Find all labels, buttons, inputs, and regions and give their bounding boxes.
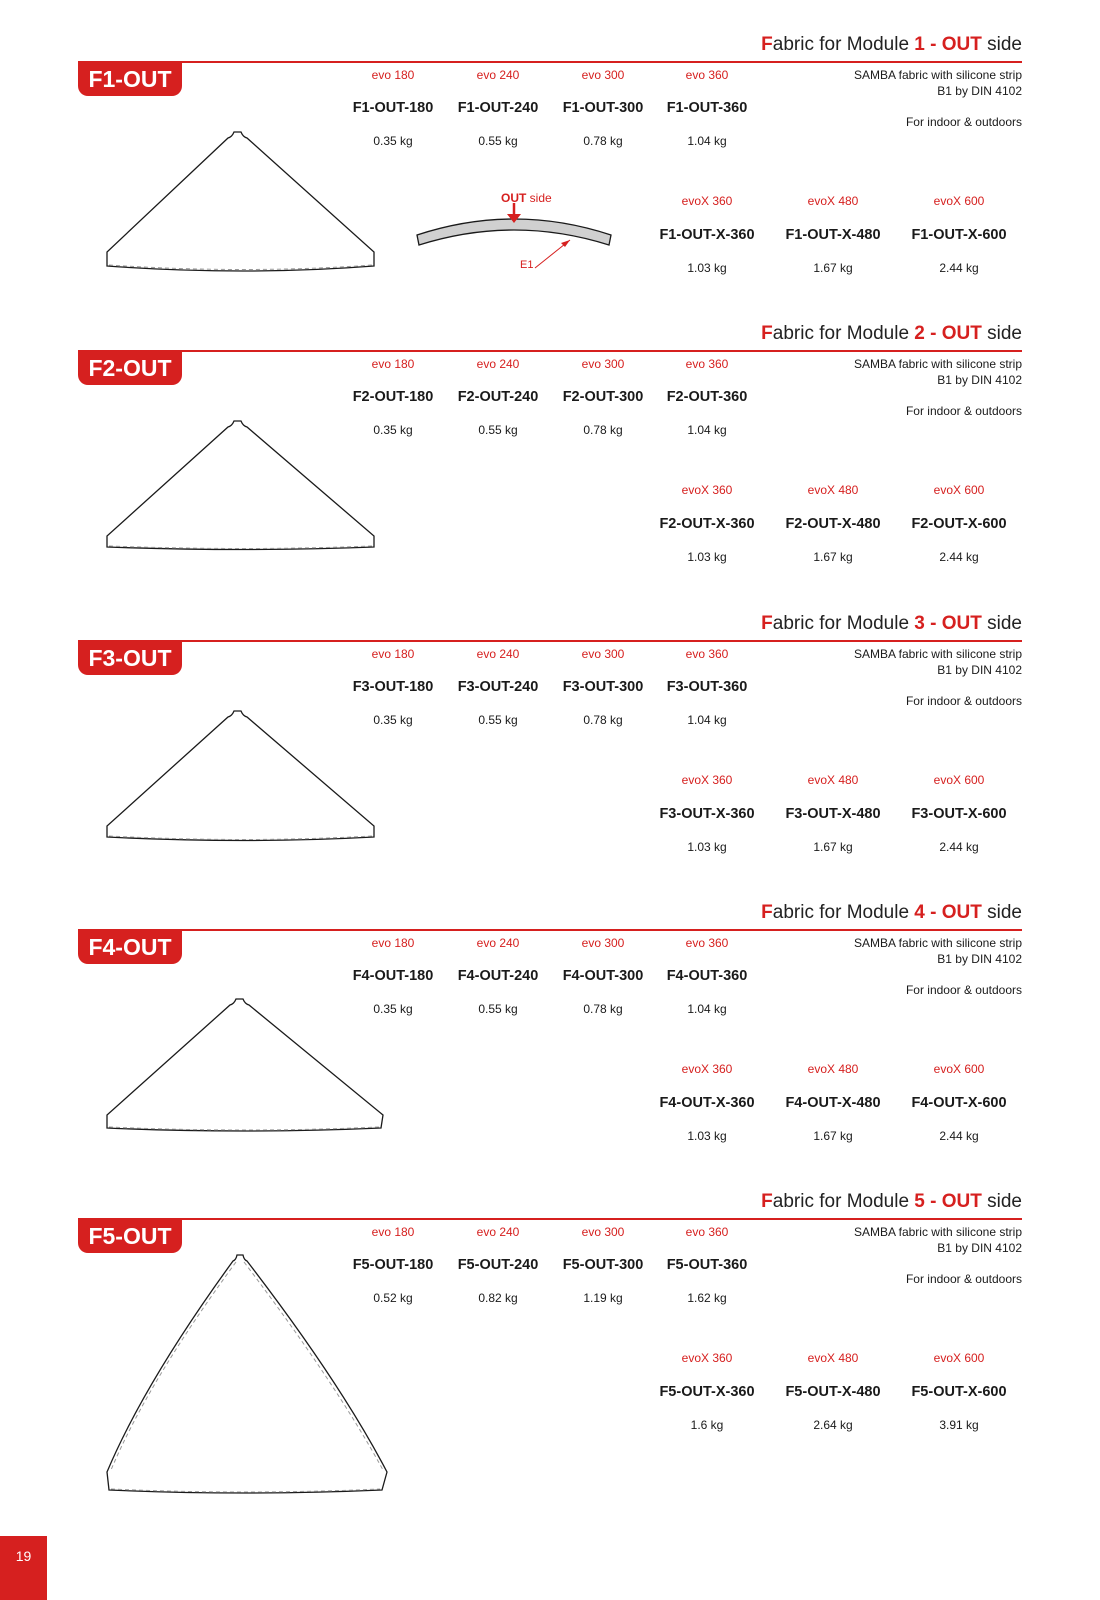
- module-badge: F1-OUT: [78, 62, 182, 96]
- evo-label: evo 180: [371, 68, 415, 82]
- product-weight: 1.03 kg: [687, 1129, 727, 1143]
- product-code: F1-OUT-360: [666, 100, 748, 116]
- fabric-description: SAMBA fabric with silicone strip: [853, 68, 1022, 82]
- product-code: F5-OUT-180: [352, 1257, 434, 1273]
- evo-label: evo 300: [581, 68, 625, 82]
- product-code: F3-OUT-240: [457, 679, 539, 695]
- product-weight: 0.35 kg: [373, 1002, 413, 1016]
- module-section-f2: [0, 289, 1100, 579]
- product-weight: 0.78 kg: [583, 713, 623, 727]
- product-code: F5-OUT-240: [457, 1257, 539, 1273]
- page-number: 19: [0, 1536, 47, 1600]
- product-weight: 1.04 kg: [687, 423, 727, 437]
- product-weight: 1.04 kg: [687, 134, 727, 148]
- product-code: F2-OUT-180: [352, 389, 434, 405]
- product-code: F4-OUT-X-600: [911, 1095, 1007, 1111]
- fire-rating: B1 by DIN 4102: [937, 1241, 1022, 1255]
- product-code: F2-OUT-X-480: [785, 516, 881, 532]
- section-title: Fabric for Module 5 - OUT side: [761, 1191, 1022, 1212]
- module-badge: F4-OUT: [78, 930, 182, 964]
- product-code: F4-OUT-300: [562, 968, 644, 984]
- product-weight: 1.03 kg: [687, 840, 727, 854]
- product-weight: 0.35 kg: [373, 713, 413, 727]
- product-weight: 0.35 kg: [373, 134, 413, 148]
- fabric-description: SAMBA fabric with silicone strip: [853, 1225, 1022, 1239]
- product-weight: 0.55 kg: [478, 134, 518, 148]
- product-weight: 0.55 kg: [478, 423, 518, 437]
- product-code: F3-OUT-X-360: [659, 806, 755, 822]
- product-code: F2-OUT-300: [562, 389, 644, 405]
- evo-label: evo 360: [685, 936, 729, 950]
- product-code: F5-OUT-X-480: [785, 1384, 881, 1400]
- evo-label: evo 240: [476, 357, 520, 371]
- evo-label: evo 180: [371, 647, 415, 661]
- product-code: F1-OUT-300: [562, 100, 644, 116]
- module-badge: F5-OUT: [78, 1219, 182, 1253]
- evox-label: evoX 360: [681, 1062, 733, 1076]
- out-label-rest: side: [526, 191, 552, 205]
- product-weight: 1.6 kg: [690, 1418, 724, 1432]
- usage-note: For indoor & outdoors: [905, 694, 1022, 708]
- evox-label: evoX 480: [807, 773, 859, 787]
- evo-label: evo 360: [685, 1225, 729, 1239]
- usage-note: For indoor & outdoors: [905, 404, 1022, 418]
- fabric-description: SAMBA fabric with silicone strip: [853, 647, 1022, 661]
- product-code: F4-OUT-180: [352, 968, 434, 984]
- title-rule: [78, 640, 1022, 642]
- fabric-shape-drawing: [100, 128, 390, 278]
- evox-label: evoX 360: [681, 773, 733, 787]
- product-weight: 2.44 kg: [939, 550, 979, 564]
- product-code: F2-OUT-360: [666, 389, 748, 405]
- product-code: F1-OUT-240: [457, 100, 539, 116]
- title-rule: [78, 61, 1022, 63]
- product-weight: 2.44 kg: [939, 1129, 979, 1143]
- evox-label: evoX 480: [807, 1351, 859, 1365]
- evo-label: evo 300: [581, 936, 625, 950]
- out-side-diagram: [410, 180, 620, 280]
- fire-rating: B1 by DIN 4102: [937, 663, 1022, 677]
- product-code: F1-OUT-X-480: [785, 227, 881, 243]
- product-code: F2-OUT-240: [457, 389, 539, 405]
- evo-label: evo 300: [581, 357, 625, 371]
- evo-label: evo 360: [685, 647, 729, 661]
- product-weight: 1.03 kg: [687, 550, 727, 564]
- product-code: F1-OUT-X-600: [911, 227, 1007, 243]
- product-weight: 0.78 kg: [583, 423, 623, 437]
- product-weight: 1.62 kg: [687, 1291, 727, 1305]
- product-weight: 0.78 kg: [583, 1002, 623, 1016]
- evo-label: evo 180: [371, 1225, 415, 1239]
- product-weight: 1.67 kg: [813, 840, 853, 854]
- evo-label: evo 240: [476, 647, 520, 661]
- product-code: F3-OUT-180: [352, 679, 434, 695]
- section-title: Fabric for Module 3 - OUT side: [761, 613, 1022, 634]
- fire-rating: B1 by DIN 4102: [937, 373, 1022, 387]
- module-section-f1: [0, 0, 1100, 290]
- fabric-shape-drawing: [100, 707, 390, 857]
- product-weight: 2.44 kg: [939, 840, 979, 854]
- evox-label: evoX 360: [681, 483, 733, 497]
- product-code: F1-OUT-X-360: [659, 227, 755, 243]
- product-weight: 1.67 kg: [813, 261, 853, 275]
- evox-label: evoX 600: [933, 483, 985, 497]
- product-code: F3-OUT-300: [562, 679, 644, 695]
- module-badge: F3-OUT: [78, 641, 182, 675]
- product-code: F3-OUT-360: [666, 679, 748, 695]
- usage-note: For indoor & outdoors: [905, 983, 1022, 997]
- evo-label: evo 240: [476, 1225, 520, 1239]
- product-weight: 1.04 kg: [687, 1002, 727, 1016]
- evox-label: evoX 600: [933, 1062, 985, 1076]
- product-code: F5-OUT-300: [562, 1257, 644, 1273]
- evo-label: evo 180: [371, 357, 415, 371]
- evo-label: evo 240: [476, 68, 520, 82]
- product-weight: 0.52 kg: [373, 1291, 413, 1305]
- evox-label: evoX 480: [807, 194, 859, 208]
- product-weight: 0.55 kg: [478, 713, 518, 727]
- module-section-f5: [0, 1157, 1100, 1537]
- product-weight: 2.64 kg: [813, 1418, 853, 1432]
- fabric-description: SAMBA fabric with silicone strip: [853, 357, 1022, 371]
- evo-label: evo 300: [581, 647, 625, 661]
- product-weight: 2.44 kg: [939, 261, 979, 275]
- module-badge: F2-OUT: [78, 351, 182, 385]
- product-weight: 1.03 kg: [687, 261, 727, 275]
- title-rule: [78, 350, 1022, 352]
- out-label-bold: OUT: [501, 191, 527, 205]
- e1-label: E1: [520, 259, 534, 271]
- section-title: Fabric for Module 4 - OUT side: [761, 902, 1022, 923]
- product-code: F2-OUT-X-360: [659, 516, 755, 532]
- fire-rating: B1 by DIN 4102: [937, 952, 1022, 966]
- evo-label: evo 300: [581, 1225, 625, 1239]
- fabric-shape-drawing: [100, 1252, 400, 1512]
- product-code: F3-OUT-X-600: [911, 806, 1007, 822]
- product-code: F4-OUT-X-360: [659, 1095, 755, 1111]
- evox-label: evoX 360: [681, 1351, 733, 1365]
- module-section-f4: [0, 868, 1100, 1158]
- product-code: F5-OUT-360: [666, 1257, 748, 1273]
- fabric-shape-drawing: [100, 996, 400, 1146]
- title-rule: [78, 1218, 1022, 1220]
- evo-label: evo 360: [685, 357, 729, 371]
- evox-label: evoX 480: [807, 483, 859, 497]
- product-weight: 0.55 kg: [478, 1002, 518, 1016]
- evox-label: evoX 600: [933, 1351, 985, 1365]
- product-code: F1-OUT-180: [352, 100, 434, 116]
- product-weight: 1.04 kg: [687, 713, 727, 727]
- product-code: F4-OUT-X-480: [785, 1095, 881, 1111]
- title-rule: [78, 929, 1022, 931]
- product-code: F3-OUT-X-480: [785, 806, 881, 822]
- fabric-description: SAMBA fabric with silicone strip: [853, 936, 1022, 950]
- evox-label: evoX 360: [681, 194, 733, 208]
- product-code: F4-OUT-240: [457, 968, 539, 984]
- module-section-f3: [0, 579, 1100, 869]
- product-code: F5-OUT-X-600: [911, 1384, 1007, 1400]
- product-weight: 3.91 kg: [939, 1418, 979, 1432]
- product-weight: 1.67 kg: [813, 550, 853, 564]
- section-title: Fabric for Module 2 - OUT side: [761, 323, 1022, 344]
- product-weight: 1.19 kg: [583, 1291, 623, 1305]
- evox-label: evoX 600: [933, 194, 985, 208]
- product-weight: 0.78 kg: [583, 134, 623, 148]
- product-code: F2-OUT-X-600: [911, 516, 1007, 532]
- evo-label: evo 360: [685, 68, 729, 82]
- product-code: F4-OUT-360: [666, 968, 748, 984]
- product-weight: 1.67 kg: [813, 1129, 853, 1143]
- evox-label: evoX 600: [933, 773, 985, 787]
- product-code: F5-OUT-X-360: [659, 1384, 755, 1400]
- product-weight: 0.82 kg: [478, 1291, 518, 1305]
- fabric-shape-drawing: [100, 417, 390, 567]
- section-title: Fabric for Module 1 - OUT side: [761, 34, 1022, 55]
- evo-label: evo 240: [476, 936, 520, 950]
- usage-note: For indoor & outdoors: [905, 115, 1022, 129]
- fire-rating: B1 by DIN 4102: [937, 84, 1022, 98]
- evo-label: evo 180: [371, 936, 415, 950]
- product-weight: 0.35 kg: [373, 423, 413, 437]
- svg-text:OUT side: [501, 191, 552, 205]
- evox-label: evoX 480: [807, 1062, 859, 1076]
- usage-note: For indoor & outdoors: [905, 1272, 1022, 1286]
